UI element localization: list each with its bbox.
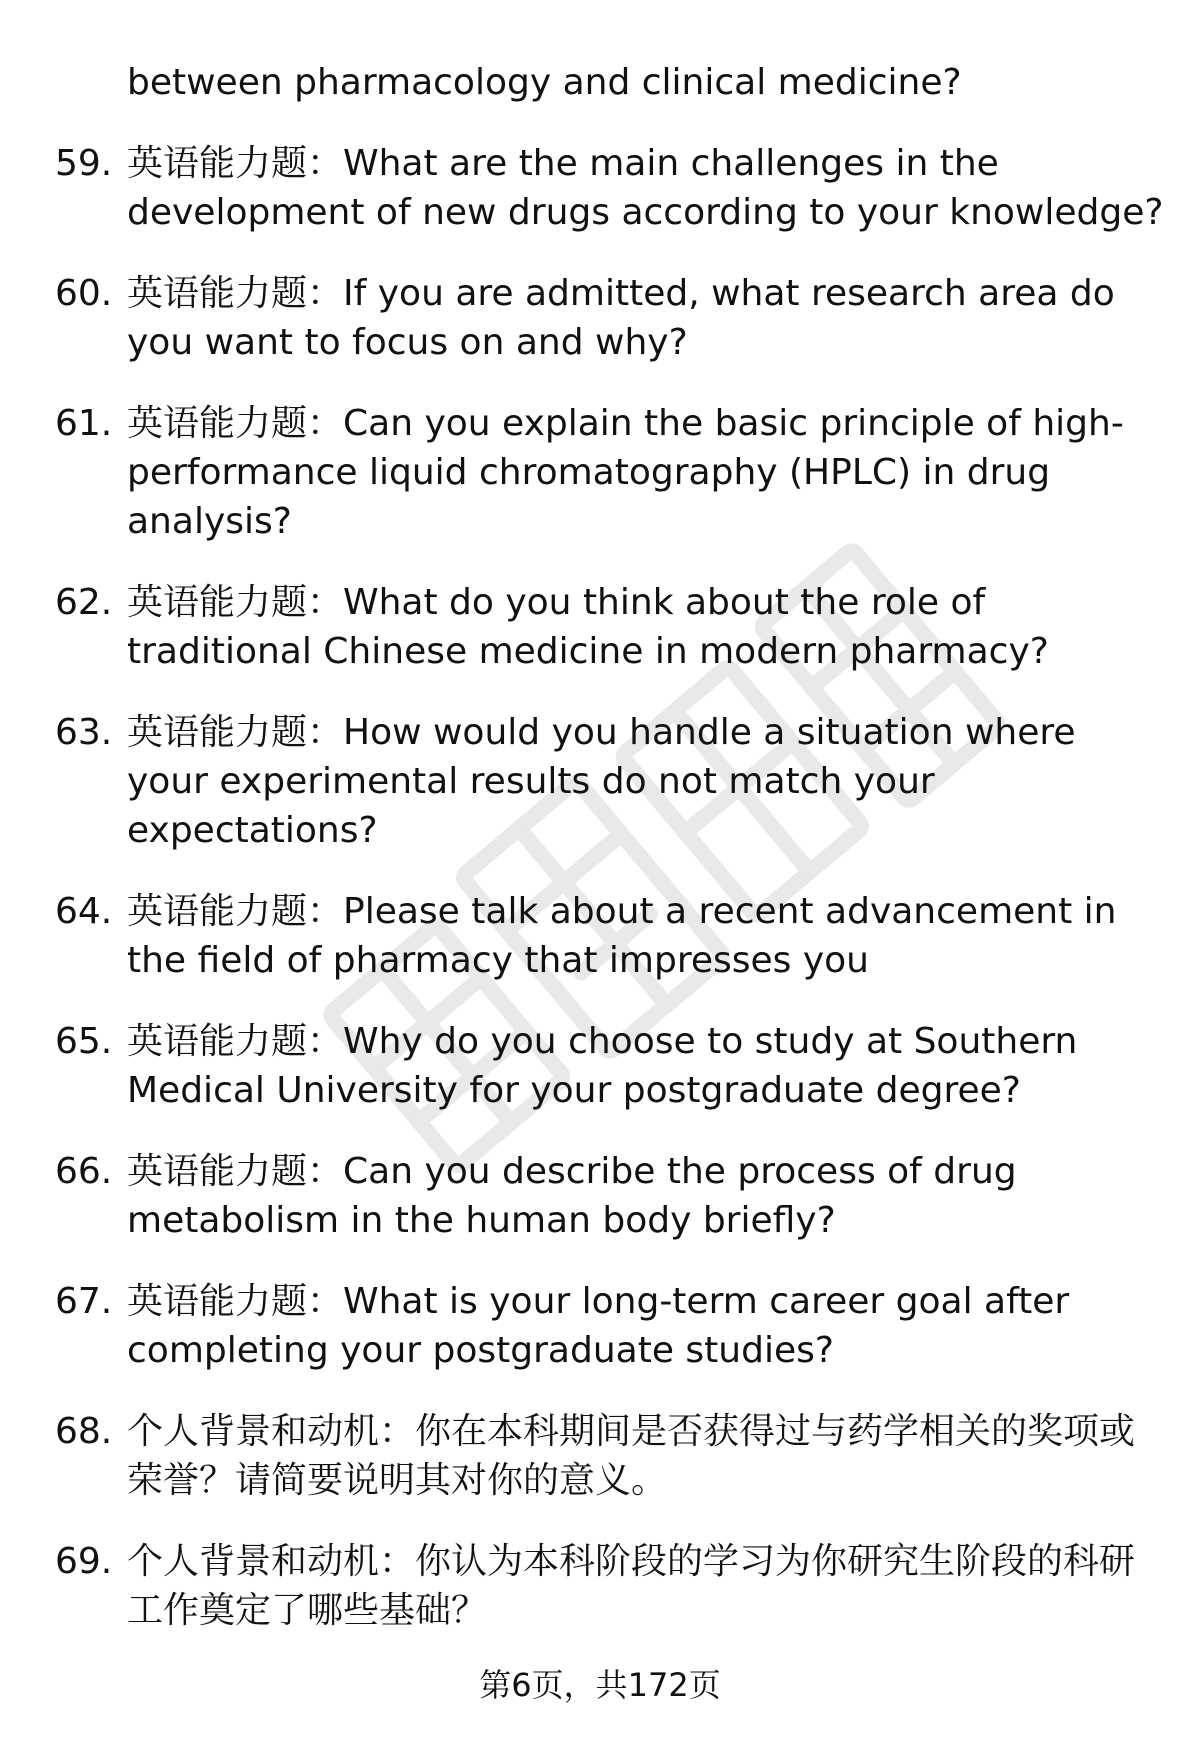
question-text: 英语能力题：What are the main challenges in the development of new drugs according to your knowledge? bbox=[127, 143, 1164, 233]
question-item bbox=[55, 1537, 1165, 1635]
question-list bbox=[55, 58, 1165, 1667]
question-number: 67. bbox=[55, 1281, 113, 1322]
question-number: 62. bbox=[55, 582, 113, 623]
question-text: 英语能力题：How would you handle a situation where your experimental results do not match your expectations? bbox=[127, 712, 1076, 851]
question-text: 英语能力题：Why do you choose to study at Southern Medical University for your postgraduate degree? bbox=[127, 1021, 1078, 1111]
question-item bbox=[55, 399, 1165, 546]
question-text: 英语能力题：Can you describe the process of drug metabolism in the human body briefly? bbox=[127, 1151, 1017, 1241]
question-text: 英语能力题：Can you explain the basic principle of high-performance liquid chromatography (HPLC) in drug analysis? bbox=[127, 403, 1124, 542]
question-item bbox=[55, 139, 1165, 237]
question-text: 英语能力题：What do you think about the role of traditional Chinese medicine in modern pharmacy? bbox=[127, 582, 1049, 672]
question-text: 英语能力题：Please talk about a recent advancement in the field of pharmacy that impresses you bbox=[127, 891, 1117, 981]
question-number: 65. bbox=[55, 1021, 113, 1062]
question-number: 59. bbox=[55, 143, 113, 184]
question-text: 英语能力题：What is your long-term career goal after completing your postgraduate studies? bbox=[127, 1281, 1070, 1371]
question-item bbox=[55, 887, 1165, 985]
question-item bbox=[55, 1407, 1165, 1505]
question-number: 61. bbox=[55, 403, 113, 444]
question-number: 66. bbox=[55, 1151, 113, 1192]
continuation-line: between pharmacology and clinical medicine? bbox=[127, 62, 962, 103]
question-text: 个人背景和动机：你认为本科阶段的学习为你研究生阶段的科研工作奠定了哪些基础？ bbox=[127, 1541, 1136, 1631]
question-number: 60. bbox=[55, 273, 113, 314]
question-number: 68. bbox=[55, 1411, 113, 1452]
page-footer: 第6页，共172页 bbox=[479, 1666, 721, 1704]
question-item bbox=[55, 578, 1165, 676]
question-item bbox=[55, 1147, 1165, 1245]
question-number: 64. bbox=[55, 891, 113, 932]
question-item bbox=[55, 1017, 1165, 1115]
question-number: 63. bbox=[55, 712, 113, 753]
question-item bbox=[55, 708, 1165, 855]
question-text: 英语能力题：If you are admitted, what research area do you want to focus on and why? bbox=[127, 273, 1115, 363]
question-item bbox=[55, 1277, 1165, 1375]
question-item bbox=[55, 269, 1165, 367]
question-number: 69. bbox=[55, 1541, 113, 1582]
question-text: 个人背景和动机：你在本科期间是否获得过与药学相关的奖项或荣誉？请简要说明其对你的意义。 bbox=[127, 1411, 1136, 1501]
